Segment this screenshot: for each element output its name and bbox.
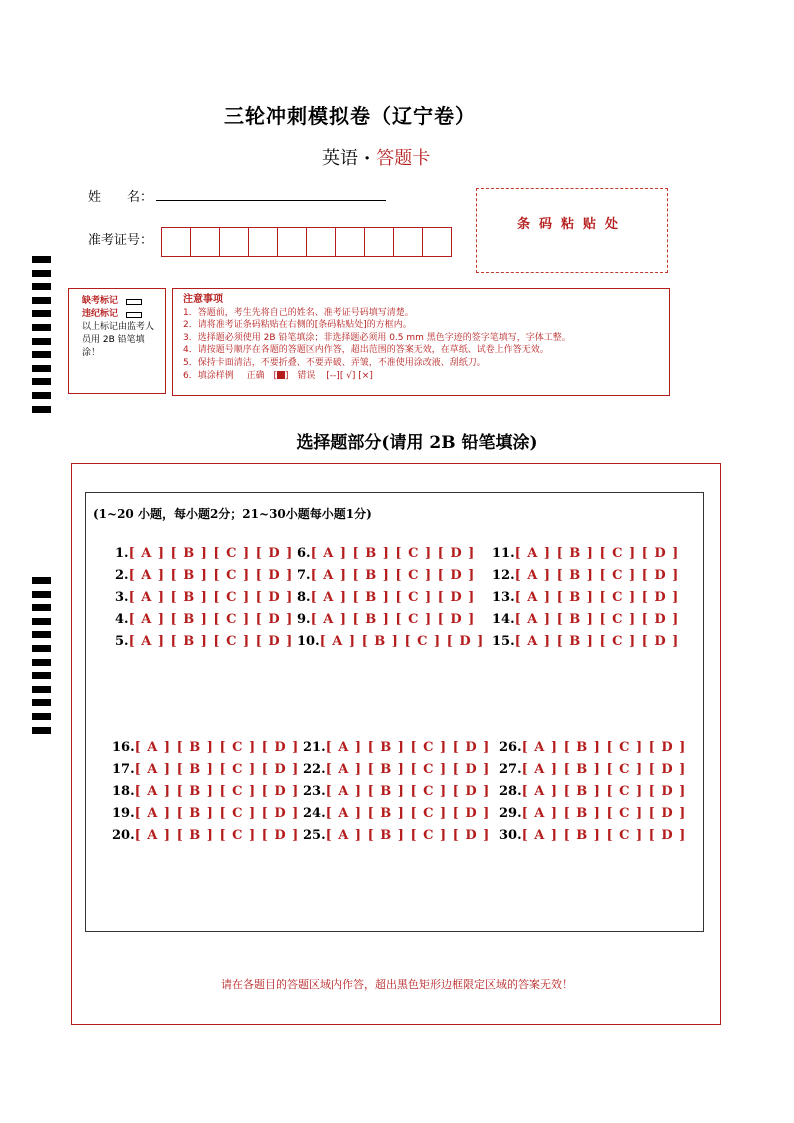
question-number: 12. [492, 568, 515, 583]
timing-mark [32, 659, 51, 666]
question-number: 19. [112, 806, 135, 821]
answer-options[interactable]: [ A ] [ B ] [ C ] [ D ] [128, 612, 293, 627]
question-row [297, 634, 483, 649]
question-number: 18. [112, 784, 135, 799]
question-row [115, 634, 292, 649]
question-row [115, 546, 292, 561]
barcode-area [476, 188, 668, 273]
question-row [303, 828, 489, 843]
question-row [115, 568, 292, 583]
exam-number-boxes[interactable] [161, 227, 452, 257]
timing-mark [32, 604, 51, 611]
timing-mark [32, 618, 51, 625]
question-number: 17. [112, 762, 135, 777]
answer-options[interactable]: [ A ] [ B ] [ C ] [ D ] [325, 806, 490, 821]
question-number: 25. [303, 828, 326, 843]
question-row [112, 740, 298, 755]
question-row [492, 634, 678, 649]
question-number: 10. [297, 634, 320, 649]
question-number: 30. [499, 828, 522, 843]
note-item: 5．保持卡面清洁，不要折叠、不要弄破、弄皱，不准使用涂改液、刮纸刀。 [183, 357, 486, 368]
question-number: 2. [115, 568, 129, 583]
filled-sample [277, 371, 285, 379]
timing-mark [32, 577, 51, 584]
answer-options[interactable]: [ A ] [ B ] [ C ] [ D ] [128, 568, 293, 583]
absent-mark-label: 缺考标记 [82, 296, 119, 306]
question-row [303, 762, 489, 777]
answer-options[interactable]: [ A ] [ B ] [ C ] [ D ] [521, 740, 686, 755]
exam-digit-box[interactable] [162, 228, 191, 256]
question-number: 22. [303, 762, 326, 777]
timing-mark [32, 392, 51, 399]
question-row [492, 568, 678, 583]
scoring-instruction: (1~20 小题，每小题2分；21~30小题每小题1分) [93, 507, 372, 521]
question-row [303, 806, 489, 821]
question-number: 7. [297, 568, 311, 583]
answer-options[interactable]: [ A ] [ B ] [ C ] [ D ] [134, 806, 299, 821]
timing-mark [32, 378, 51, 385]
timing-mark [32, 727, 51, 734]
exam-digit-box[interactable] [394, 228, 423, 256]
answer-options[interactable]: [ A ] [ B ] [ C ] [ D ] [128, 634, 293, 649]
timing-mark [32, 365, 51, 372]
question-number: 14. [492, 612, 515, 627]
question-number: 15. [492, 634, 515, 649]
question-row [112, 784, 298, 799]
exam-digit-box[interactable] [423, 228, 451, 256]
question-number: 1. [115, 546, 129, 561]
answer-options[interactable]: [ A ] [ B ] [ C ] [ D ] [310, 590, 475, 605]
timing-mark [32, 699, 51, 706]
timing-mark [32, 324, 51, 331]
timing-mark [32, 672, 51, 679]
violation-mark-box[interactable] [126, 312, 142, 318]
fill-sample-label: 6．填涂样例 [183, 370, 234, 381]
answer-options[interactable]: [ A ] [ B ] [ C ] [ D ] [325, 828, 490, 843]
question-row [297, 546, 474, 561]
timing-mark [32, 591, 51, 598]
question-number: 4. [115, 612, 129, 627]
question-number: 23. [303, 784, 326, 799]
name-field[interactable] [156, 200, 386, 201]
timing-mark [32, 631, 51, 638]
question-row [303, 784, 489, 799]
mark-description: 以上标记由监考人员用 2B 铅笔填涂！ [82, 322, 155, 358]
timing-mark [32, 256, 51, 263]
timing-mark [32, 351, 51, 358]
timing-mark [32, 297, 51, 304]
timing-mark [32, 270, 51, 277]
answer-options[interactable]: [ A ] [ B ] [ C ] [ D ] [325, 784, 490, 799]
answer-options[interactable]: [ A ] [ B ] [ C ] [ D ] [514, 546, 679, 561]
question-number: 11. [492, 546, 515, 561]
exam-digit-box[interactable] [278, 228, 307, 256]
exam-digit-box[interactable] [220, 228, 249, 256]
answer-options[interactable]: [ A ] [ B ] [ C ] [ D ] [134, 784, 299, 799]
wrong-label: 错误 [297, 370, 316, 381]
question-number: 26. [499, 740, 522, 755]
question-number: 9. [297, 612, 311, 627]
answer-options[interactable]: [ A ] [ B ] [ C ] [ D ] [310, 568, 475, 583]
question-number: 24. [303, 806, 326, 821]
note-item: 3．选择题必须使用 2B 铅笔填涂；非选择题必须用 0.5 mm 黑色字迹的签字笔填写，字体工整。 [183, 332, 571, 343]
footer-note: 请在各题目的答题区域内作答，超出黑色矩形边框限定区域的答案无效！ [221, 978, 573, 991]
question-row [499, 784, 685, 799]
answer-options[interactable]: [ A ] [ B ] [ C ] [ D ] [134, 828, 299, 843]
question-row [499, 828, 685, 843]
timing-mark [32, 406, 51, 413]
question-number: 27. [499, 762, 522, 777]
correct-label: 正确 [246, 370, 265, 381]
question-row [492, 612, 678, 627]
question-number: 6. [297, 546, 311, 561]
absent-mark-box[interactable] [126, 299, 142, 305]
question-number: 8. [297, 590, 311, 605]
question-row [112, 806, 298, 821]
section-title: 选择题部分(请用 2B 铅笔填涂) [296, 433, 538, 453]
answer-options[interactable]: [ A ] [ B ] [ C ] [ D ] [521, 828, 686, 843]
question-number: 3. [115, 590, 129, 605]
name-label: 姓 名： [88, 190, 154, 205]
fill-sample-row: 6．填涂样例 正确 [ ] 错误 [--][ √] [×] [183, 370, 373, 381]
notes-title: 注意事项 [183, 294, 223, 305]
timing-mark [32, 310, 51, 317]
answer-options[interactable]: [ A ] [ B ] [ C ] [ D ] [514, 590, 679, 605]
exam-digit-box[interactable] [336, 228, 365, 256]
timing-mark [32, 645, 51, 652]
question-row [492, 546, 678, 561]
answer-options[interactable]: [ A ] [ B ] [ C ] [ D ] [134, 762, 299, 777]
card-label: 答题卡 [376, 148, 431, 169]
answer-options[interactable]: [ A ] [ B ] [ C ] [ D ] [128, 546, 293, 561]
question-number: 29. [499, 806, 522, 821]
question-row [297, 568, 474, 583]
question-row [112, 828, 298, 843]
question-number: 21. [303, 740, 326, 755]
exam-digit-box[interactable] [365, 228, 394, 256]
answer-options[interactable]: [ A ] [ B ] [ C ] [ D ] [310, 546, 475, 561]
answer-options[interactable]: [ A ] [ B ] [ C ] [ D ] [325, 762, 490, 777]
timing-mark [32, 686, 51, 693]
answer-options[interactable]: [ A ] [ B ] [ C ] [ D ] [521, 762, 686, 777]
answer-options[interactable]: [ A ] [ B ] [ C ] [ D ] [310, 612, 475, 627]
timing-mark [32, 338, 51, 345]
answer-options[interactable]: [ A ] [ B ] [ C ] [ D ] [514, 634, 679, 649]
question-row [499, 806, 685, 821]
question-number: 28. [499, 784, 522, 799]
subject-label: 英语 [322, 148, 358, 169]
wrong-samples: [--][ √] [×] [326, 370, 373, 381]
violation-mark-label: 违纪标记 [82, 309, 119, 319]
answer-options[interactable]: [ A ] [ B ] [ C ] [ D ] [325, 740, 490, 755]
answer-options[interactable]: [ A ] [ B ] [ C ] [ D ] [319, 634, 484, 649]
title-dot: · [364, 148, 371, 169]
note-item: 1．答题前，考生先将自己的姓名、准考证号码填写清楚。 [183, 307, 414, 318]
question-number: 20. [112, 828, 135, 843]
question-number: 5. [115, 634, 129, 649]
barcode-label: 条码粘贴处 [516, 217, 627, 232]
question-row [115, 612, 292, 627]
question-row [297, 612, 474, 627]
proctor-mark-box [68, 288, 166, 394]
answer-options[interactable]: [ A ] [ B ] [ C ] [ D ] [128, 590, 293, 605]
question-row [297, 590, 474, 605]
question-number: 16. [112, 740, 135, 755]
question-row [499, 762, 685, 777]
answer-options[interactable]: [ A ] [ B ] [ C ] [ D ] [134, 740, 299, 755]
question-row [303, 740, 489, 755]
notes-box [172, 288, 670, 396]
exam-digit-box[interactable] [249, 228, 278, 256]
exam-digit-box[interactable] [191, 228, 220, 256]
timing-mark [32, 713, 51, 720]
question-row [499, 740, 685, 755]
note-item: 2．请将准考证条码粘贴在右侧的[条码粘贴处]的方框内。 [183, 320, 412, 331]
question-row [112, 762, 298, 777]
answer-options[interactable]: [ A ] [ B ] [ C ] [ D ] [514, 612, 679, 627]
subject-title [322, 144, 430, 170]
answer-options[interactable]: [ A ] [ B ] [ C ] [ D ] [521, 806, 686, 821]
question-row [492, 590, 678, 605]
question-row [115, 590, 292, 605]
timing-mark [32, 283, 51, 290]
note-item: 4．请按题号顺序在各题的答题区内作答，超出范围的答案无效，在草纸、试卷上作答无效。 [183, 345, 549, 356]
answer-options[interactable]: [ A ] [ B ] [ C ] [ D ] [521, 784, 686, 799]
exam-digit-box[interactable] [307, 228, 336, 256]
answer-options[interactable]: [ A ] [ B ] [ C ] [ D ] [514, 568, 679, 583]
exam-number-label: 准考证号： [88, 233, 154, 248]
page-title: 三轮冲刺模拟卷（辽宁卷） [224, 104, 476, 128]
question-number: 13. [492, 590, 515, 605]
